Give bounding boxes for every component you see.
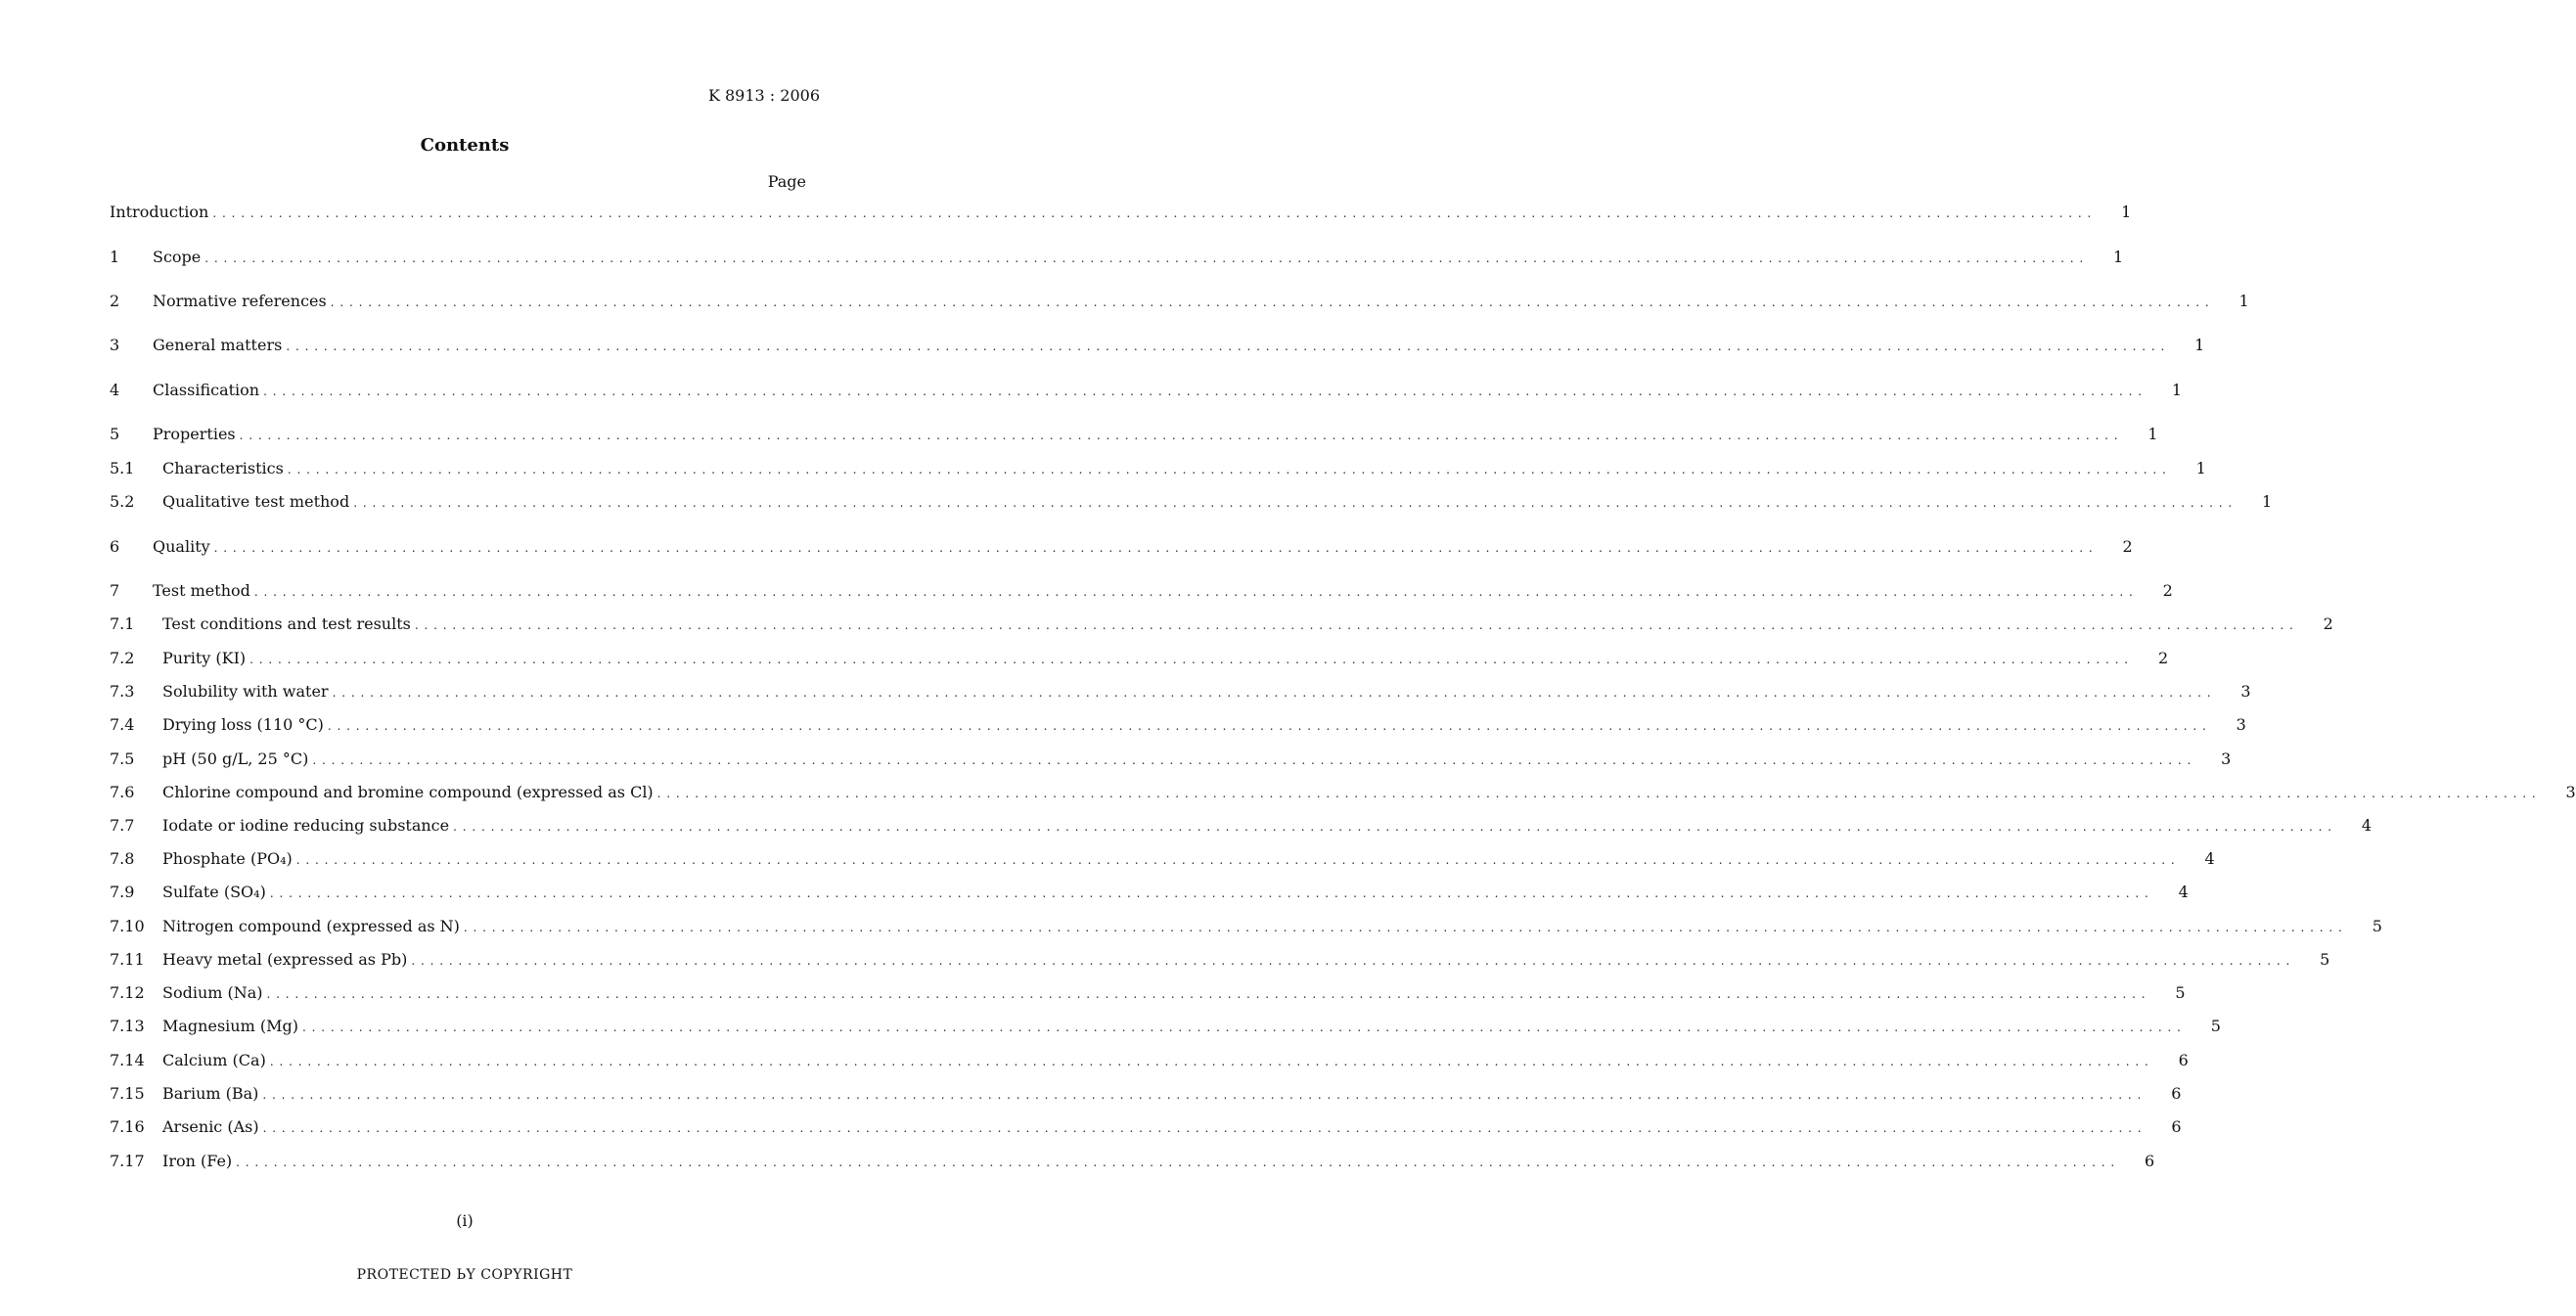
toc-entry[interactable] (110, 916, 2382, 937)
toc-page-number: 6 (2144, 1152, 2155, 1170)
toc-section-title: Sulfate (SO₄) (162, 883, 266, 901)
toc-leader-dots: . . . . . . . . . . . . . . . . . . . . . . . . . . . . . . . . . . . . . . . . . . . . . . . . . . . . . . . . . . . . . . . . . . . . . . . . . . . . . . . . . . . . . . . . . . . . . . . . . . . . . . . . . . . . . . . . . . . . . . . . . . . . . . . . . . . . . . . . . . . . . . . . . . . . . . . . . . . . . . . . . . . . . . . . . . . . . . . . . . . . . . . . . . . . . . . . . . . . . . . . (266, 987, 2147, 1001)
toc-leader-dots: . . . . . . . . . . . . . . . . . . . . . . . . . . . . . . . . . . . . . . . . . . . . . . . . . . . . . . . . . . . . . . . . . . . . . . . . . . . . . . . . . . . . . . . . . . . . . . . . . . . . . . . . . . . . . . . . . . . . . . . . . . . . . . . . . . . . . . . . . . . . . . . . . . . . . . . . . . . . . . . . . . . . . . . . . . . . . . . . . . . . . . . . . . . . . . . . . . . . . . . . (411, 954, 2291, 968)
toc-leader-dots: . . . . . . . . . . . . . . . . . . . . . . . . . . . . . . . . . . . . . . . . . . . . . . . . . . . . . . . . . . . . . . . . . . . . . . . . . . . . . . . . . . . . . . . . . . . . . . . . . . . . . . . . . . . . . . . . . . . . . . . . . . . . . . . . . . . . . . . . . . . . . . . . . . . . . . . . . . . . . . . . . . . . . . . . . . . . . . . . . . . . . . . . . . . . . . . . . . . . . . . . (239, 429, 2119, 442)
toc-page-number: 1 (2194, 336, 2205, 354)
toc-leader-dots: . . . . . . . . . . . . . . . . . . . . . . . . . . . . . . . . . . . . . . . . . . . . . . . . . . . . . . . . . . . . . . . . . . . . . . . . . . . . . . . . . . . . . . . . . . . . . . . . . . . . . . . . . . . . . . . . . . . . . . . . . . . . . . . . . . . . . . . . . . . . . . . . . . . . . . . . . . . . . . . . . . . . . . . . . . . . . . . . . . . . . . . . . . . . . . . . . . . . . . . . (312, 753, 2192, 767)
toc-section-title: Qualitative test method (162, 492, 350, 511)
toc-entry[interactable] (110, 424, 2158, 445)
toc-section-title: General matters (153, 336, 283, 354)
toc-page-number: 1 (2171, 381, 2183, 399)
toc-section-number: 7.9 (110, 883, 135, 901)
toc-page-number: 3 (2240, 682, 2251, 701)
toc-entry[interactable] (110, 1050, 2189, 1071)
toc-page-number: 1 (2261, 492, 2273, 511)
toc-leader-dots: . . . . . . . . . . . . . . . . . . . . . . . . . . . . . . . . . . . . . . . . . . . . . . . . . . . . . . . . . . . . . . . . . . . . . . . . . . . . . . . . . . . . . . . . . . . . . . . . . . . . . . . . . . . . . . . . . . . . . . . . . . . . . . . . . . . . . . . . . . . . . . . . . . . . . . . . . . . . . . . . . . . . . . . . . . . . . . . . . . . . . . . . . . . . . . . . . . . . . . . . (249, 653, 2130, 666)
toc-entry[interactable] (110, 848, 2215, 870)
toc-section-number: 7.10 (110, 917, 145, 935)
toc-page-number: 5 (2372, 917, 2382, 935)
toc-entry[interactable] (110, 648, 2169, 669)
toc-section-title: Iron (Fe) (162, 1152, 233, 1170)
toc-leader-dots: . . . . . . . . . . . . . . . . . . . . . . . . . . . . . . . . . . . . . . . . . . . . . . . . . . . . . . . . . . . . . . . . . . . . . . . . . . . . . . . . . . . . . . . . . . . . . . . . . . . . . . . . . . . . . . . . . . . . . . . . . . . . . . . . . . . . . . . . . . . . . . . . . . . . . . . . . . . . . . . . . . . . . . . . . . . . . . . . . . . . . . . . . . . . . . . . . . . . . . . . (295, 853, 2176, 867)
toc-page-number: 5 (2175, 983, 2186, 1002)
page-title: Contents (420, 135, 510, 156)
toc-entry[interactable] (110, 882, 2189, 903)
toc-section-number: 2 (110, 292, 120, 310)
toc-entry[interactable] (110, 536, 2133, 558)
toc-page-number: 4 (2361, 816, 2373, 835)
page-column-label: Page (767, 172, 806, 191)
toc-leader-dots: . . . . . . . . . . . . . . . . . . . . . . . . . . . . . . . . . . . . . . . . . . . . . . . . . . . . . . . . . . . . . . . . . . . . . . . . . . . . . . . . . . . . . . . . . . . . . . . . . . . . . . . . . . . . . . . . . . . . . . . . . . . . . . . . . . . . . . . . . . . . . . . . . . . . . . . . . . . . . . . . . . . . . . . . . . . . . . . . . . . . . . . . . . . . . . . . . . . . . . . . (262, 1121, 2143, 1135)
toc-section-number: 3 (110, 336, 120, 354)
toc-section-number: 5 (110, 425, 120, 443)
toc-page-number: 3 (2236, 715, 2246, 734)
toc-page-number: 6 (2178, 1051, 2189, 1069)
toc-section-number: 7.3 (110, 682, 135, 701)
toc-leader-dots: . . . . . . . . . . . . . . . . . . . . . . . . . . . . . . . . . . . . . . . . . . . . . . . . . . . . . . . . . . . . . . . . . . . . . . . . . . . . . . . . . . . . . . . . . . . . . . . . . . . . . . . . . . . . . . . . . . . . . . . . . . . . . . . . . . . . . . . . . . . . . . . . . . . . . . . . . . . . . . . . . . . . . . . . . . . . . . . . . . . . . . . . . . . . . . . . . . . . . . . . (263, 385, 2144, 398)
toc-page-number: 1 (2195, 459, 2206, 477)
toc-section-title: Solubility with water (162, 682, 329, 701)
toc-leader-dots: . . . . . . . . . . . . . . . . . . . . . . . . . . . . . . . . . . . . . . . . . . . . . . . . . . . . . . . . . . . . . . . . . . . . . . . . . . . . . . . . . . . . . . . . . . . . . . . . . . . . . . . . . . . . . . . . . . . . . . . . . . . . . . . . . . . . . . . . . . . . . . . . . . . . . . . . . . . . . . . . . . . . . . . . . . . . . . . . . . . . . . . . . . . . . . . . . . . . . . . . (286, 340, 2166, 353)
toc-page-number: 5 (2210, 1017, 2221, 1035)
toc-page-number: 1 (2238, 292, 2249, 310)
toc-section-title: Normative references (153, 292, 327, 310)
toc-page-number: 5 (2320, 950, 2330, 969)
toc-section-title: Iodate or iodine reducing substance (162, 816, 450, 835)
toc-section-number: 7.8 (110, 849, 135, 868)
toc-leader-dots: . . . . . . . . . . . . . . . . . . . . . . . . . . . . . . . . . . . . . . . . . . . . . . . . . . . . . . . . . . . . . . . . . . . . . . . . . . . . . . . . . . . . . . . . . . . . . . . . . . . . . . . . . . . . . . . . . . . . . . . . . . . . . . . . . . . . . . . . . . . . . . . . . . . . . . . . . . . . . . . . . . . . . . . . . . . . . . . . . . . . . . . . . . . . . . . . . . . . . . . . (262, 1088, 2143, 1102)
toc-entry[interactable] (110, 1016, 2221, 1037)
toc-page-number: 4 (2178, 883, 2189, 901)
toc-page-number: 2 (2162, 581, 2173, 600)
toc-page-number: 6 (2171, 1117, 2182, 1136)
toc-section-title: pH (50 g/L, 25 °C) (162, 749, 309, 768)
toc-leader-dots: . . . . . . . . . . . . . . . . . . . . . . . . . . . . . . . . . . . . . . . . . . . . . . . . . . . . . . . . . . . . . . . . . . . . . . . . . . . . . . . . . . . . . . . . . . . . . . . . . . . . . . . . . . . . . . . . . . . . . . . . . . . . . . . . . . . . . . . . . . . . . . . . . . . . . . . . . . . . . . . . . . . . . . . . . . . . . . . . . . . . . . . . . . . . . . . . . . . . . . . . (301, 1021, 2182, 1034)
toc-section-title: Introduction (110, 203, 209, 221)
toc-entry[interactable] (110, 247, 2124, 268)
toc-section-title: Magnesium (Mg) (162, 1017, 298, 1035)
toc-leader-dots: . . . . . . . . . . . . . . . . . . . . . . . . . . . . . . . . . . . . . . . . . . . . . . . . . . . . . . . . . . . . . . . . . . . . . . . . . . . . . . . . . . . . . . . . . . . . . . . . . . . . . . . . . . . . . . . . . . . . . . . . . . . . . . . . . . . . . . . . . . . . . . . . . . . . . . . . . . . . . . . . . . . . . . . . . . . . . . . . . . . . . . . . . . . . . . . . . . . . . . . . (332, 686, 2212, 700)
toc-leader-dots: . . . . . . . . . . . . . . . . . . . . . . . . . . . . . . . . . . . . . . . . . . . . . . . . . . . . . . . . . . . . . . . . . . . . . . . . . . . . . . . . . . . . . . . . . . . . . . . . . . . . . . . . . . . . . . . . . . . . . . . . . . . . . . . . . . . . . . . . . . . . . . . . . . . . . . . . . . . . . . . . . . . . . . . . . . . . . . . . . . . . . . . . . . . . . . . . . . . . . . . . (287, 463, 2167, 476)
toc-page-number: 1 (2147, 425, 2158, 443)
toc-section-number: 5.2 (110, 492, 135, 511)
toc-entry[interactable] (110, 613, 2333, 635)
toc-leader-dots: . . . . . . . . . . . . . . . . . . . . . . . . . . . . . . . . . . . . . . . . . . . . . . . . . . . . . . . . . . . . . . . . . . . . . . . . . . . . . . . . . . . . . . . . . . . . . . . . . . . . . . . . . . . . . . . . . . . . . . . . . . . . . . . . . . . . . . . . . . . . . . . . . . . . . . . . . . . . . . . . . . . . . . . . . . . . . . . . . . . . . . . . . . . . . . . . . . . . . . . . (656, 787, 2537, 800)
toc-entry[interactable] (110, 1151, 2155, 1172)
toc-entry[interactable] (110, 815, 2373, 837)
toc-entry[interactable] (110, 681, 2251, 703)
toc-entry[interactable] (110, 949, 2330, 971)
toc-section-number: 7.1 (110, 614, 135, 633)
toc-entry[interactable] (110, 380, 2183, 401)
toc-section-number: 4 (110, 381, 120, 399)
toc-leader-dots: . . . . . . . . . . . . . . . . . . . . . . . . . . . . . . . . . . . . . . . . . . . . . . . . . . . . . . . . . . . . . . . . . . . . . . . . . . . . . . . . . . . . . . . . . . . . . . . . . . . . . . . . . . . . . . . . . . . . . . . . . . . . . . . . . . . . . . . . . . . . . . . . . . . . . . . . . . . . . . . . . . . . . . . . . . . . . . . . . . . . . . . . . . . . . . . . . . . . . . . . (353, 496, 2234, 510)
toc-section-number: 7.14 (110, 1051, 145, 1069)
toc-entry[interactable] (110, 1083, 2182, 1105)
toc-leader-dots: . . . . . . . . . . . . . . . . . . . . . . . . . . . . . . . . . . . . . . . . . . . . . . . . . . . . . . . . . . . . . . . . . . . . . . . . . . . . . . . . . . . . . . . . . . . . . . . . . . . . . . . . . . . . . . . . . . . . . . . . . . . . . . . . . . . . . . . . . . . . . . . . . . . . . . . . . . . . . . . . . . . . . . . . . . . . . . . . . . . . . . . . . . . . . . . . . . . . . . . . (212, 206, 2093, 220)
toc-section-number: 7.4 (110, 715, 135, 734)
toc-page-number: 1 (2113, 248, 2124, 266)
toc-section-number: 7.17 (110, 1152, 145, 1170)
toc-section-title: Phosphate (PO₄) (162, 849, 293, 868)
toc-section-number: 7.7 (110, 816, 135, 835)
toc-section-number: 5.1 (110, 459, 135, 477)
toc-entry[interactable] (110, 291, 2249, 312)
toc-section-title: Barium (Ba) (162, 1084, 259, 1103)
toc-page-number: 2 (2323, 614, 2333, 633)
toc-entry[interactable] (110, 982, 2186, 1004)
toc-leader-dots: . . . . . . . . . . . . . . . . . . . . . . . . . . . . . . . . . . . . . . . . . . . . . . . . . . . . . . . . . . . . . . . . . . . . . . . . . . . . . . . . . . . . . . . . . . . . . . . . . . . . . . . . . . . . . . . . . . . . . . . . . . . . . . . . . . . . . . . . . . . . . . . . . . . . . . . . . . . . . . . . . . . . . . . . . . . . . . . . . . . . . . . . . . . . . . . . . . . . . . . . (253, 585, 2134, 599)
toc-section-number: 7.2 (110, 649, 135, 667)
toc-section-number: 7.12 (110, 983, 145, 1002)
toc-entry[interactable] (110, 491, 2273, 513)
toc-leader-dots: . . . . . . . . . . . . . . . . . . . . . . . . . . . . . . . . . . . . . . . . . . . . . . . . . . . . . . . . . . . . . . . . . . . . . . . . . . . . . . . . . . . . . . . . . . . . . . . . . . . . . . . . . . . . . . . . . . . . . . . . . . . . . . . . . . . . . . . . . . . . . . . . . . . . . . . . . . . . . . . . . . . . . . . . . . . . . . . . . . . . . . . . . . . . . . . . . . . . . . . . (414, 618, 2294, 632)
toc-leader-dots: . . . . . . . . . . . . . . . . . . . . . . . . . . . . . . . . . . . . . . . . . . . . . . . . . . . . . . . . . . . . . . . . . . . . . . . . . . . . . . . . . . . . . . . . . . . . . . . . . . . . . . . . . . . . . . . . . . . . . . . . . . . . . . . . . . . . . . . . . . . . . . . . . . . . . . . . . . . . . . . . . . . . . . . . . . . . . . . . . . . . . . . . . . . . . . . . . . . . . . . . (269, 886, 2149, 900)
toc-entry[interactable] (110, 749, 2232, 770)
toc-page-number: 3 (2565, 783, 2576, 801)
toc-section-title: Test method (153, 581, 250, 600)
toc-entry[interactable] (110, 714, 2246, 736)
copyright-notice: PROTECTED ЬY COPYRIGHT (356, 1267, 573, 1283)
toc-section-title: Chlorine compound and bromine compound (expressed as Cl) (162, 783, 654, 801)
toc-section-title: Arsenic (As) (162, 1117, 259, 1136)
footer-page-number: (i) (456, 1211, 474, 1230)
toc-entry[interactable] (110, 458, 2206, 479)
toc-leader-dots: . . . . . . . . . . . . . . . . . . . . . . . . . . . . . . . . . . . . . . . . . . . . . . . . . . . . . . . . . . . . . . . . . . . . . . . . . . . . . . . . . . . . . . . . . . . . . . . . . . . . . . . . . . . . . . . . . . . . . . . . . . . . . . . . . . . . . . . . . . . . . . . . . . . . . . . . . . . . . . . . . . . . . . . . . . . . . . . . . . . . . . . . . . . . . . . . . . . . . . . . (327, 719, 2207, 733)
toc-section-number: 7.13 (110, 1017, 145, 1035)
toc-leader-dots: . . . . . . . . . . . . . . . . . . . . . . . . . . . . . . . . . . . . . . . . . . . . . . . . . . . . . . . . . . . . . . . . . . . . . . . . . . . . . . . . . . . . . . . . . . . . . . . . . . . . . . . . . . . . . . . . . . . . . . . . . . . . . . . . . . . . . . . . . . . . . . . . . . . . . . . . . . . . . . . . . . . . . . . . . . . . . . . . . . . . . . . . . . . . . . . . . . . . . . . . (463, 921, 2343, 934)
toc-page-number: 1 (2121, 203, 2132, 221)
toc-section-title: Purity (KI) (162, 649, 247, 667)
toc-entry[interactable] (110, 335, 2205, 356)
toc-section-title: Properties (153, 425, 236, 443)
toc-section-number: 6 (110, 537, 120, 556)
toc-leader-dots: . . . . . . . . . . . . . . . . . . . . . . . . . . . . . . . . . . . . . . . . . . . . . . . . . . . . . . . . . . . . . . . . . . . . . . . . . . . . . . . . . . . . . . . . . . . . . . . . . . . . . . . . . . . . . . . . . . . . . . . . . . . . . . . . . . . . . . . . . . . . . . . . . . . . . . . . . . . . . . . . . . . . . . . . . . . . . . . . . . . . . . . . . . . . . . . . . . . . . . . . (204, 251, 2085, 265)
toc-section-title: Characteristics (162, 459, 284, 477)
toc-entry[interactable] (110, 580, 2173, 602)
toc-section-title: Drying loss (110 °C) (162, 715, 324, 734)
toc-page-number: 3 (2221, 749, 2232, 768)
standard-number: K 8913 : 2006 (707, 86, 820, 105)
toc-section-number: 7.11 (110, 950, 145, 969)
toc-page-number: 4 (2204, 849, 2215, 868)
toc-section-number: 1 (110, 248, 120, 266)
toc-section-title: Quality (153, 537, 210, 556)
toc-page-number: 6 (2171, 1084, 2182, 1103)
toc-leader-dots: . . . . . . . . . . . . . . . . . . . . . . . . . . . . . . . . . . . . . . . . . . . . . . . . . . . . . . . . . . . . . . . . . . . . . . . . . . . . . . . . . . . . . . . . . . . . . . . . . . . . . . . . . . . . . . . . . . . . . . . . . . . . . . . . . . . . . . . . . . . . . . . . . . . . . . . . . . . . . . . . . . . . . . . . . . . . . . . . . . . . . . . . . . . . . . . . . . . . . . . . (236, 1156, 2116, 1169)
toc-section-title: Classification (153, 381, 260, 399)
toc-entry[interactable] (110, 1116, 2182, 1138)
toc-leader-dots: . . . . . . . . . . . . . . . . . . . . . . . . . . . . . . . . . . . . . . . . . . . . . . . . . . . . . . . . . . . . . . . . . . . . . . . . . . . . . . . . . . . . . . . . . . . . . . . . . . . . . . . . . . . . . . . . . . . . . . . . . . . . . . . . . . . . . . . . . . . . . . . . . . . . . . . . . . . . . . . . . . . . . . . . . . . . . . . . . . . . . . . . . . . . . . . . . . . . . . . . (330, 295, 2210, 309)
toc-page-number: 2 (2157, 649, 2169, 667)
toc-entry[interactable] (110, 782, 2576, 803)
toc-section-number: 7.5 (110, 749, 135, 768)
toc-section-number: 7.16 (110, 1117, 145, 1136)
toc-page-number: 2 (2122, 537, 2133, 556)
toc-leader-dots: . . . . . . . . . . . . . . . . . . . . . . . . . . . . . . . . . . . . . . . . . . . . . . . . . . . . . . . . . . . . . . . . . . . . . . . . . . . . . . . . . . . . . . . . . . . . . . . . . . . . . . . . . . . . . . . . . . . . . . . . . . . . . . . . . . . . . . . . . . . . . . . . . . . . . . . . . . . . . . . . . . . . . . . . . . . . . . . . . . . . . . . . . . . . . . . . . . . . . . . . (213, 541, 2094, 555)
toc-section-title: Sodium (Na) (162, 983, 263, 1002)
toc-section-number: 7.6 (110, 783, 135, 801)
toc-section-title: Scope (153, 248, 202, 266)
toc-entry[interactable] (110, 202, 2132, 223)
toc-leader-dots: . . . . . . . . . . . . . . . . . . . . . . . . . . . . . . . . . . . . . . . . . . . . . . . . . . . . . . . . . . . . . . . . . . . . . . . . . . . . . . . . . . . . . . . . . . . . . . . . . . . . . . . . . . . . . . . . . . . . . . . . . . . . . . . . . . . . . . . . . . . . . . . . . . . . . . . . . . . . . . . . . . . . . . . . . . . . . . . . . . . . . . . . . . . . . . . . . . . . . . . . (453, 820, 2333, 834)
toc-leader-dots: . . . . . . . . . . . . . . . . . . . . . . . . . . . . . . . . . . . . . . . . . . . . . . . . . . . . . . . . . . . . . . . . . . . . . . . . . . . . . . . . . . . . . . . . . . . . . . . . . . . . . . . . . . . . . . . . . . . . . . . . . . . . . . . . . . . . . . . . . . . . . . . . . . . . . . . . . . . . . . . . . . . . . . . . . . . . . . . . . . . . . . . . . . . . . . . . . . . . . . . . (269, 1055, 2149, 1068)
toc-section-title: Nitrogen compound (expressed as N) (162, 917, 460, 935)
toc-section-title: Test conditions and test results (162, 614, 411, 633)
toc-section-number: 7 (110, 581, 120, 600)
toc-section-title: Calcium (Ca) (162, 1051, 266, 1069)
toc-section-title: Heavy metal (expressed as Pb) (162, 950, 408, 969)
toc-section-number: 7.15 (110, 1084, 145, 1103)
